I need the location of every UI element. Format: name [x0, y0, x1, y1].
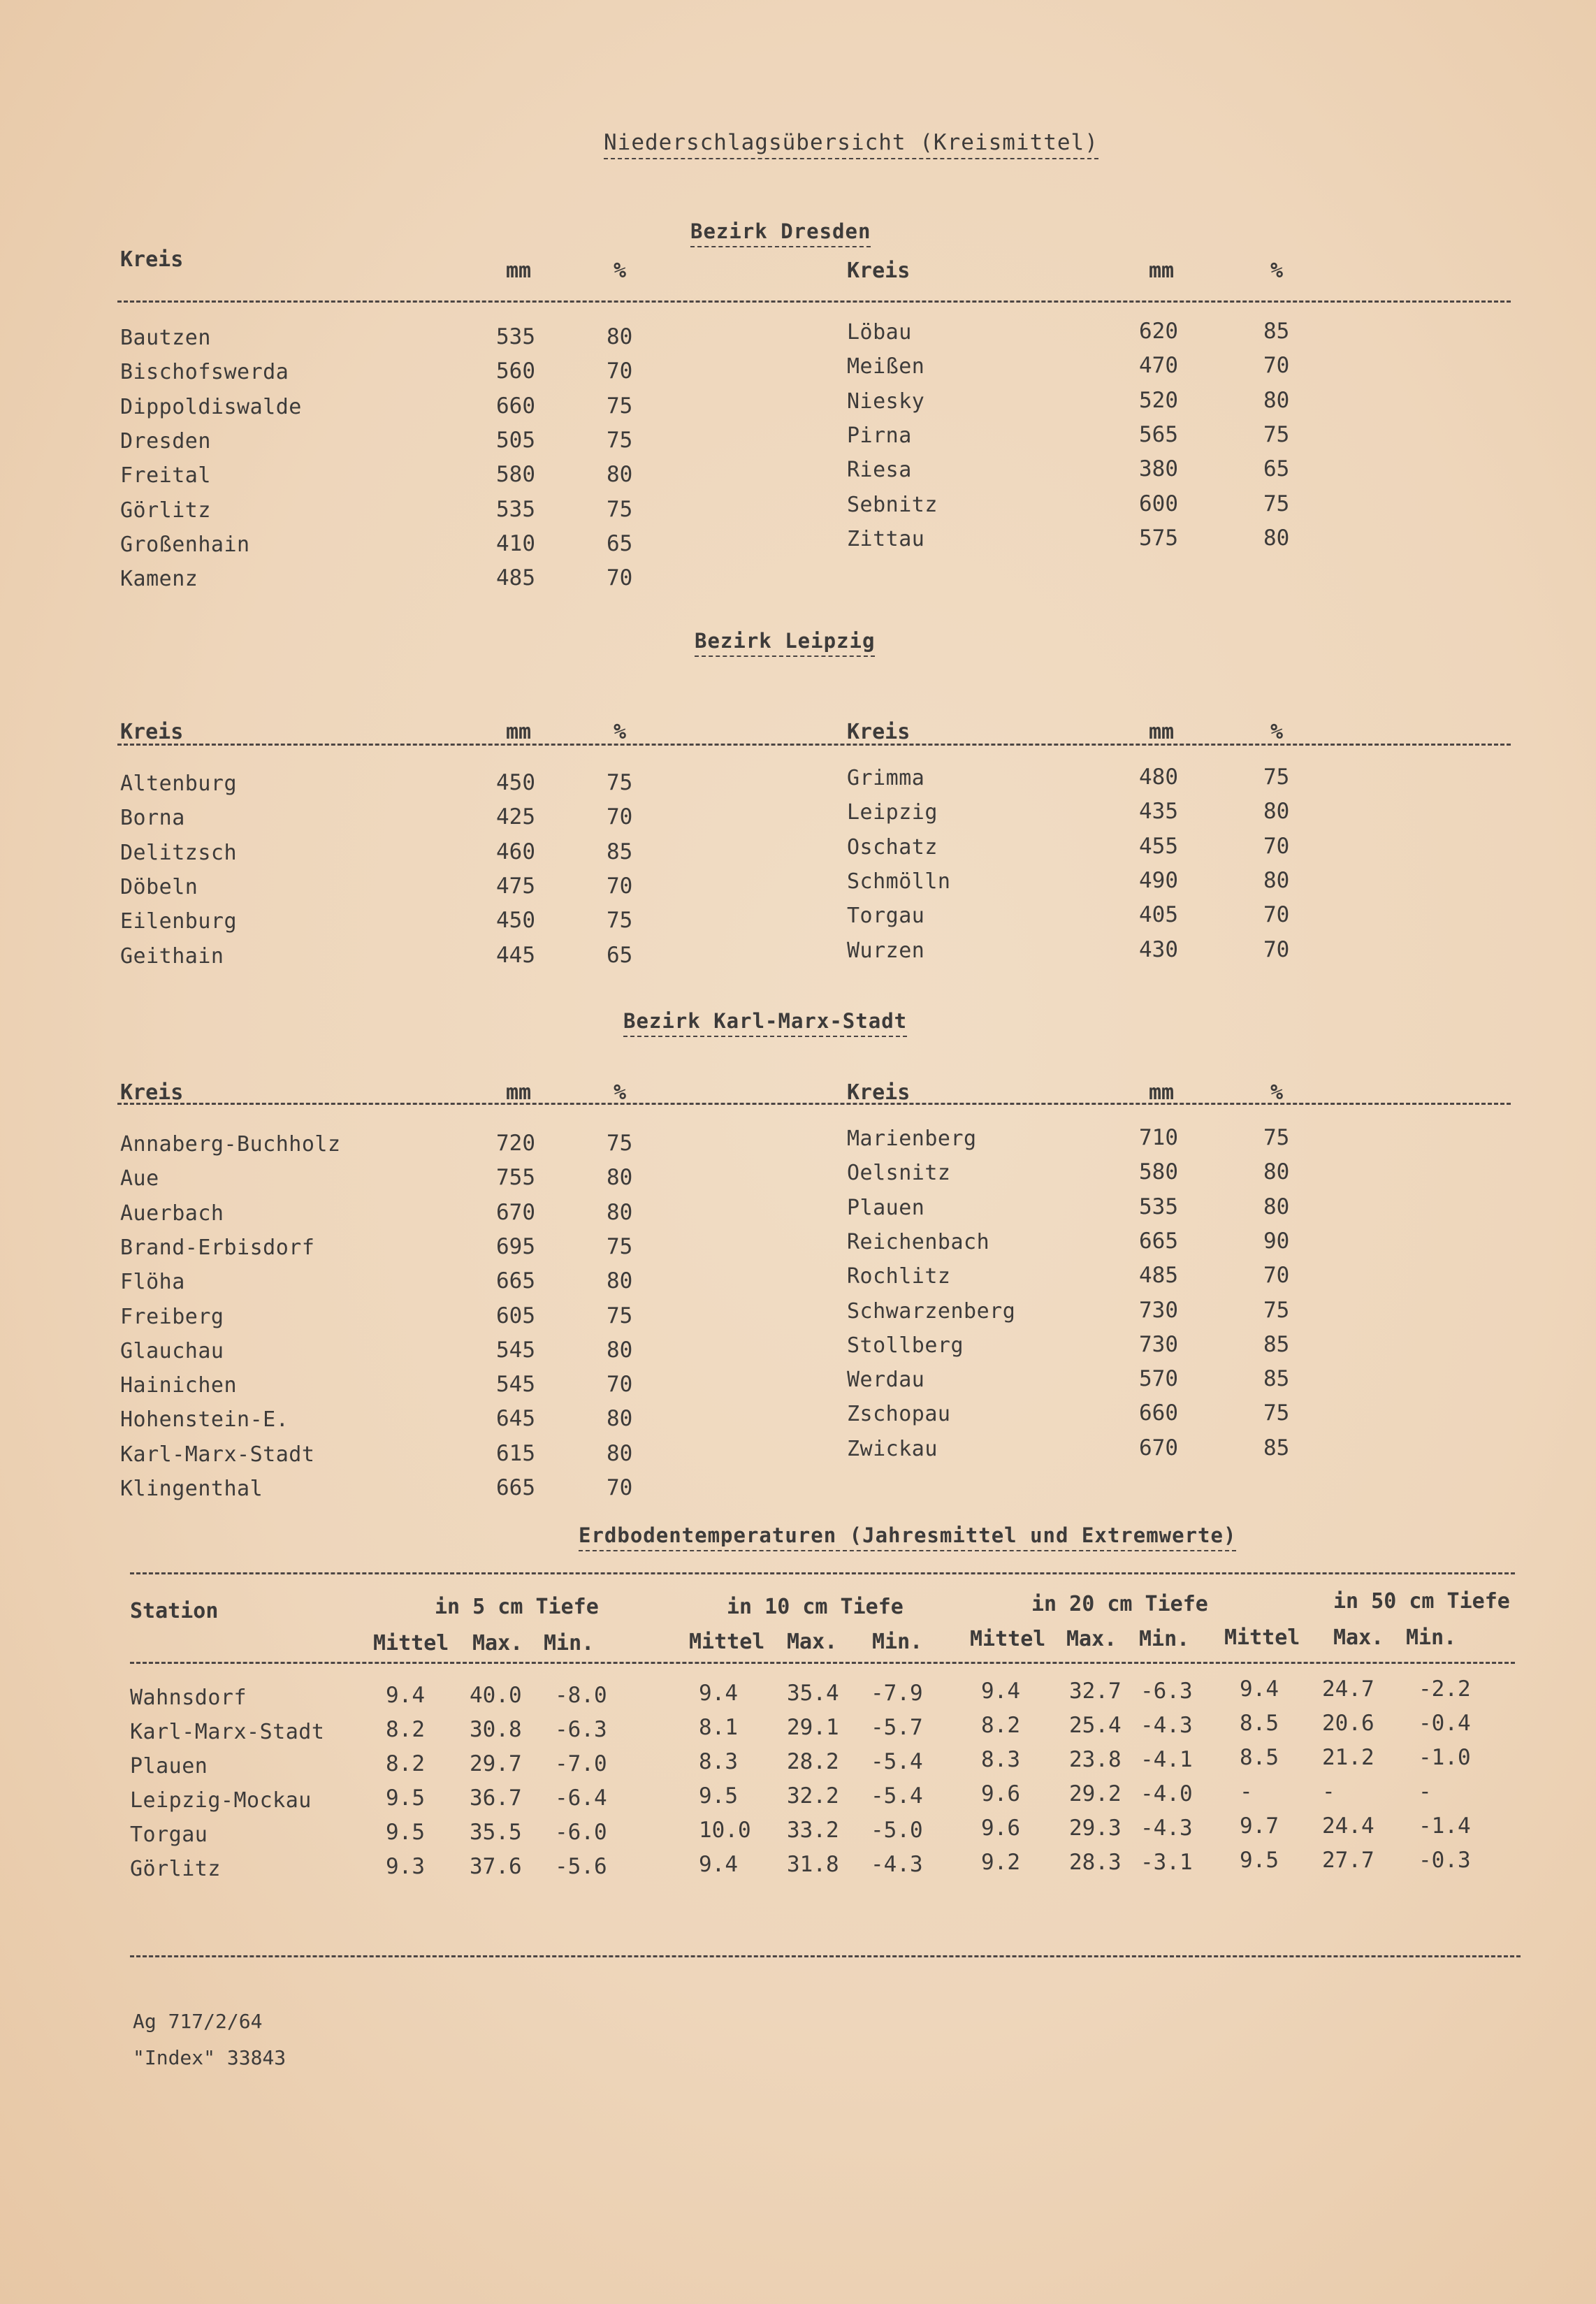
table-cell-mm: 435 [1139, 799, 1178, 825]
table-cell-percent: 70 [607, 873, 633, 899]
table-cell-kreis: Dippoldiswalde [120, 394, 302, 419]
table-cell-percent: 70 [1263, 1263, 1290, 1289]
temperature-value: -7.9 [871, 1681, 923, 1706]
table-cell-mm: 665 [496, 1475, 535, 1500]
temperature-value: 8.1 [699, 1715, 738, 1740]
temperature-value: 29.3 [1069, 1816, 1122, 1841]
table-cell-kreis: Döbeln [120, 874, 198, 899]
table-cell-kreis: Zwickau [847, 1436, 938, 1461]
table-cell-kreis: Rochlitz [847, 1264, 951, 1289]
divider [117, 300, 1511, 303]
table-cell-percent: 75 [607, 1233, 633, 1259]
soil-temperature-title: Erdbodentemperaturen (Jahresmittel und Extremwerte) [579, 1523, 1236, 1551]
section-title: Bezirk Dresden [690, 219, 871, 247]
temperature-value: - [1419, 1779, 1432, 1804]
table-cell-percent: 80 [607, 1440, 633, 1466]
table-cell-mm: 615 [496, 1440, 535, 1466]
column-header-percent: % [1270, 259, 1284, 283]
table-cell-kreis: Leipzig [847, 800, 938, 825]
temperature-value: 9.6 [981, 1781, 1020, 1806]
temperature-value: -0.4 [1419, 1711, 1471, 1736]
temperature-value: 33.2 [787, 1818, 839, 1843]
subheader: Max. [1333, 1625, 1384, 1650]
table-cell-percent: 70 [607, 1475, 633, 1500]
temperature-value: 8.3 [981, 1747, 1020, 1772]
table-cell-kreis: Marienberg [847, 1126, 977, 1151]
table-cell-percent: 75 [1263, 1400, 1290, 1426]
table-cell-percent: 80 [607, 462, 633, 488]
table-cell-percent: 80 [607, 324, 633, 349]
table-cell-mm: 720 [496, 1131, 535, 1156]
column-header-kreis: Kreis [847, 720, 911, 744]
temperature-value: 31.8 [787, 1852, 839, 1877]
table-cell-kreis: Geithain [120, 943, 224, 969]
table-cell-percent: 80 [1263, 799, 1290, 825]
temperature-value: -4.1 [1140, 1747, 1193, 1772]
subheader: Min. [1139, 1627, 1190, 1651]
table-cell-mm: 620 [1139, 319, 1178, 344]
column-header-kreis: Kreis [847, 1080, 911, 1105]
table-cell-percent: 75 [607, 393, 633, 419]
temperature-value: 35.4 [787, 1681, 839, 1706]
table-cell-percent: 70 [1263, 353, 1290, 379]
temperature-value: 9.2 [981, 1850, 1020, 1875]
temperature-value: -8.0 [555, 1683, 607, 1708]
table-cell-kreis: Annaberg-Buchholz [120, 1132, 341, 1157]
subheader: Mittel [970, 1627, 1046, 1651]
table-cell-mm: 730 [1139, 1331, 1178, 1357]
subheader: Mittel [689, 1630, 765, 1654]
temperature-value: 10.0 [699, 1818, 751, 1843]
table-cell-mm: 430 [1139, 936, 1178, 962]
temperature-value: 9.5 [699, 1783, 738, 1809]
table-cell-mm: 505 [496, 427, 535, 453]
temperature-value: 8.2 [386, 1717, 425, 1742]
table-cell-percent: 75 [607, 427, 633, 453]
table-cell-mm: 535 [496, 324, 535, 349]
table-cell-percent: 85 [1263, 1366, 1290, 1392]
temperature-value: 29.1 [787, 1715, 839, 1740]
table-cell-kreis: Reichenbach [847, 1229, 990, 1254]
table-cell-mm: 665 [1139, 1228, 1178, 1254]
table-cell-mm: 480 [1139, 765, 1178, 790]
table-cell-percent: 85 [1263, 1435, 1290, 1461]
table-cell-percent: 75 [1263, 765, 1290, 790]
temperature-value: -5.4 [871, 1749, 923, 1774]
table-cell-kreis: Schmölln [847, 869, 951, 894]
table-cell-percent: 80 [1263, 525, 1290, 551]
table-cell-kreis: Grimma [847, 766, 925, 790]
table-cell-mm: 485 [496, 565, 535, 591]
temperature-value: 24.7 [1322, 1676, 1374, 1702]
divider [130, 1955, 1521, 1957]
table-cell-kreis: Kamenz [120, 567, 198, 592]
table-cell-percent: 70 [1263, 936, 1290, 962]
temperature-value: 24.4 [1322, 1813, 1374, 1839]
temperature-value: -6.3 [555, 1717, 607, 1742]
temperature-value: -4.3 [1140, 1816, 1193, 1841]
temperature-value: 9.4 [1240, 1676, 1279, 1702]
temperature-value: 8.5 [1240, 1711, 1279, 1736]
table-cell-percent: 70 [607, 565, 633, 591]
table-cell-mm: 560 [496, 358, 535, 384]
table-cell-mm: 565 [1139, 421, 1178, 447]
temperature-value: 32.7 [1069, 1679, 1122, 1704]
table-cell-mm: 410 [496, 530, 535, 556]
table-cell-percent: 80 [607, 1165, 633, 1191]
temperature-value: 8.2 [386, 1751, 425, 1776]
table-cell-mm: 570 [1139, 1366, 1178, 1392]
table-cell-percent: 80 [607, 1199, 633, 1225]
table-cell-kreis: Görlitz [120, 498, 211, 523]
depth-header-5cm: in 5 cm Tiefe [435, 1595, 599, 1619]
table-cell-mm: 485 [1139, 1263, 1178, 1289]
table-cell-kreis: Dresden [120, 428, 211, 454]
table-cell-percent: 85 [607, 839, 633, 864]
table-cell-mm: 455 [1139, 833, 1178, 859]
table-cell-mm: 580 [496, 462, 535, 488]
table-cell-percent: 85 [1263, 1331, 1290, 1357]
table-cell-kreis: Sebnitz [847, 492, 938, 517]
footer-index: "Index" 33843 [133, 2046, 286, 2069]
table-cell-kreis: Riesa [847, 458, 912, 483]
temperature-value: 27.7 [1322, 1848, 1374, 1873]
temperature-value: 40.0 [470, 1683, 522, 1708]
table-cell-percent: 80 [1263, 1159, 1290, 1185]
table-cell-percent: 70 [607, 358, 633, 384]
table-cell-mm: 670 [496, 1199, 535, 1225]
table-cell-mm: 665 [496, 1268, 535, 1294]
table-cell-percent: 65 [607, 942, 633, 968]
temperature-value: 8.3 [699, 1749, 738, 1774]
table-cell-kreis: Plauen [847, 1195, 925, 1220]
section-title: Bezirk Leipzig [695, 629, 875, 657]
station-name: Torgau [130, 1823, 208, 1847]
subheader: Max. [1066, 1627, 1117, 1651]
temperature-value: -6.4 [555, 1785, 607, 1811]
temperature-value: 29.2 [1069, 1781, 1122, 1806]
table-cell-percent: 80 [1263, 867, 1290, 893]
table-cell-kreis: Altenburg [120, 771, 238, 796]
table-cell-mm: 600 [1139, 491, 1178, 516]
table-cell-kreis: Bischofswerda [120, 360, 289, 385]
table-cell-mm: 520 [1139, 387, 1178, 413]
station-name: Karl-Marx-Stadt [130, 1720, 325, 1744]
table-cell-mm: 575 [1139, 525, 1178, 551]
divider [130, 1662, 1515, 1664]
table-cell-mm: 535 [1139, 1194, 1178, 1219]
depth-header-50cm: in 50 cm Tiefe [1333, 1589, 1510, 1614]
table-cell-mm: 545 [496, 1337, 535, 1363]
temperature-value: -1.0 [1419, 1745, 1471, 1770]
column-header-kreis: Kreis [847, 259, 911, 283]
station-name: Plauen [130, 1754, 208, 1778]
temperature-value: -1.4 [1419, 1813, 1471, 1839]
temperature-value: -4.3 [871, 1852, 923, 1877]
subheader: Min. [1406, 1625, 1457, 1650]
column-header-percent: % [614, 259, 627, 283]
table-cell-percent: 70 [1263, 833, 1290, 859]
temperature-value: -0.3 [1419, 1848, 1471, 1873]
table-cell-percent: 75 [1263, 1125, 1290, 1150]
temperature-value: -4.0 [1140, 1781, 1193, 1806]
divider [117, 1103, 1511, 1105]
temperature-value: 9.3 [386, 1854, 425, 1879]
temperature-value: 9.6 [981, 1816, 1020, 1841]
subheader: Min. [872, 1630, 923, 1654]
temperature-value: -3.1 [1140, 1850, 1193, 1875]
table-cell-percent: 75 [1263, 421, 1290, 447]
table-cell-kreis: Hohenstein-E. [120, 1407, 289, 1433]
temperature-value: 9.7 [1240, 1813, 1279, 1839]
table-cell-mm: 660 [1139, 1400, 1178, 1426]
divider [130, 1572, 1515, 1574]
temperature-value: 29.7 [470, 1751, 522, 1776]
column-header-percent: % [614, 1080, 627, 1105]
temperature-value: -5.0 [871, 1818, 923, 1843]
column-header-kreis: Kreis [120, 247, 184, 272]
table-cell-mm: 425 [496, 804, 535, 830]
table-cell-kreis: Löbau [847, 320, 912, 345]
table-cell-kreis: Klingenthal [120, 1477, 263, 1501]
temperature-value: -6.3 [1140, 1679, 1193, 1704]
table-cell-kreis: Borna [120, 806, 185, 831]
table-cell-percent: 90 [1263, 1228, 1290, 1254]
column-header-mm: mm [506, 720, 532, 744]
table-cell-percent: 75 [607, 1131, 633, 1156]
table-cell-percent: 75 [607, 1303, 633, 1328]
table-cell-kreis: Bautzen [120, 326, 211, 350]
station-name: Görlitz [130, 1857, 221, 1881]
table-cell-kreis: Eilenburg [120, 909, 238, 934]
temperature-value: -4.3 [1140, 1713, 1193, 1738]
subheader: Mittel [373, 1631, 449, 1655]
section-title: Bezirk Karl-Marx-Stadt [623, 1009, 907, 1037]
column-header-percent: % [1270, 720, 1284, 744]
station-name: Wahnsdorf [130, 1686, 247, 1710]
column-header-mm: mm [506, 259, 532, 283]
table-cell-kreis: Glauchau [120, 1338, 224, 1363]
table-cell-kreis: Freital [120, 463, 211, 488]
table-cell-kreis: Hainichen [120, 1373, 238, 1398]
table-cell-percent: 75 [607, 908, 633, 934]
temperature-value: 32.2 [787, 1783, 839, 1809]
column-header-mm: mm [506, 1080, 532, 1105]
column-header-percent: % [1270, 1080, 1284, 1105]
station-name: Leipzig-Mockau [130, 1788, 312, 1813]
temperature-value: 20.6 [1322, 1711, 1374, 1736]
table-cell-percent: 85 [1263, 319, 1290, 344]
temperature-value: 9.5 [386, 1785, 425, 1811]
temperature-value: -6.0 [555, 1820, 607, 1845]
temperature-value: 8.2 [981, 1713, 1020, 1738]
table-cell-kreis: Meißen [847, 354, 925, 379]
table-cell-percent: 70 [607, 804, 633, 830]
table-cell-kreis: Freiberg [120, 1304, 224, 1329]
table-cell-kreis: Flöha [120, 1270, 185, 1295]
temperature-value: 9.4 [981, 1679, 1020, 1704]
temperature-value: -2.2 [1419, 1676, 1471, 1702]
table-cell-kreis: Werdau [847, 1368, 925, 1393]
table-cell-kreis: Karl-Marx-Stadt [120, 1442, 315, 1467]
table-cell-mm: 755 [496, 1165, 535, 1191]
table-cell-percent: 70 [1263, 902, 1290, 928]
temperature-value: 9.4 [699, 1852, 738, 1877]
table-cell-mm: 670 [1139, 1435, 1178, 1461]
table-cell-mm: 710 [1139, 1125, 1178, 1150]
table-cell-kreis: Großenhain [120, 532, 250, 557]
table-cell-kreis: Pirna [847, 423, 912, 448]
table-cell-percent: 75 [1263, 1297, 1290, 1323]
table-cell-mm: 730 [1139, 1297, 1178, 1323]
table-cell-kreis: Auerbach [120, 1201, 224, 1226]
temperature-value: -5.7 [871, 1715, 923, 1740]
temperature-value: 23.8 [1069, 1747, 1122, 1772]
depth-header-10cm: in 10 cm Tiefe [727, 1595, 904, 1619]
column-header-kreis: Kreis [120, 1080, 184, 1105]
table-cell-mm: 660 [496, 393, 535, 419]
table-cell-percent: 65 [1263, 456, 1290, 482]
temperature-value: 9.4 [386, 1683, 425, 1708]
table-cell-kreis: Schwarzenberg [847, 1298, 1016, 1324]
temperature-value: 9.4 [699, 1681, 738, 1706]
table-cell-mm: 545 [496, 1372, 535, 1398]
table-cell-kreis: Torgau [847, 904, 925, 929]
temperature-value: 21.2 [1322, 1745, 1374, 1770]
table-cell-percent: 65 [607, 530, 633, 556]
column-header-mm: mm [1149, 259, 1175, 283]
depth-header-20cm: in 20 cm Tiefe [1031, 1592, 1208, 1616]
table-cell-percent: 80 [607, 1337, 633, 1363]
table-cell-percent: 80 [607, 1268, 633, 1294]
table-cell-percent: 75 [1263, 491, 1290, 516]
table-cell-mm: 450 [496, 770, 535, 795]
table-cell-kreis: Wurzen [847, 938, 925, 963]
table-cell-kreis: Zschopau [847, 1402, 951, 1427]
temperature-value: - [1322, 1779, 1335, 1804]
table-cell-kreis: Stollberg [847, 1333, 964, 1358]
temperature-value: 28.2 [787, 1749, 839, 1774]
table-cell-percent: 75 [607, 770, 633, 795]
table-cell-mm: 475 [496, 873, 535, 899]
table-cell-kreis: Aue [120, 1166, 159, 1191]
table-cell-mm: 605 [496, 1303, 535, 1328]
temperature-value: -7.0 [555, 1751, 607, 1776]
temperature-value: 25.4 [1069, 1713, 1122, 1738]
table-cell-mm: 535 [496, 496, 535, 522]
page-title: Niederschlagsübersicht (Kreismittel) [604, 130, 1098, 159]
temperature-value: 37.6 [470, 1854, 522, 1879]
table-cell-percent: 80 [1263, 387, 1290, 413]
table-cell-mm: 470 [1139, 353, 1178, 379]
temperature-value: - [1240, 1779, 1253, 1804]
temperature-value: 36.7 [470, 1785, 522, 1811]
table-cell-percent: 80 [1263, 1194, 1290, 1219]
temperature-value: -5.4 [871, 1783, 923, 1809]
table-cell-mm: 695 [496, 1233, 535, 1259]
table-cell-mm: 490 [1139, 867, 1178, 893]
temperature-value: -5.6 [555, 1854, 607, 1879]
table-cell-percent: 70 [607, 1372, 633, 1398]
temperature-value: 30.8 [470, 1717, 522, 1742]
column-header-kreis: Kreis [120, 720, 184, 744]
table-cell-percent: 75 [607, 496, 633, 522]
table-cell-percent: 80 [607, 1406, 633, 1432]
station-header: Station [130, 1599, 219, 1623]
subheader: Mittel [1224, 1625, 1300, 1650]
table-cell-mm: 645 [496, 1406, 535, 1432]
column-header-mm: mm [1149, 720, 1175, 744]
column-header-percent: % [614, 720, 627, 744]
subheader: Max. [472, 1631, 523, 1655]
table-cell-kreis: Brand-Erbisdorf [120, 1235, 315, 1260]
table-cell-mm: 580 [1139, 1159, 1178, 1185]
table-cell-mm: 380 [1139, 456, 1178, 482]
temperature-value: 9.5 [1240, 1848, 1279, 1873]
subheader: Max. [787, 1630, 838, 1654]
divider [117, 744, 1511, 746]
table-cell-kreis: Zittau [847, 526, 925, 551]
table-cell-mm: 405 [1139, 902, 1178, 928]
temperature-value: 8.5 [1240, 1745, 1279, 1770]
table-cell-kreis: Oschatz [847, 834, 938, 860]
table-cell-mm: 445 [496, 942, 535, 968]
subheader: Min. [544, 1631, 595, 1655]
temperature-value: 9.5 [386, 1820, 425, 1845]
table-cell-kreis: Niesky [847, 389, 925, 414]
temperature-value: 28.3 [1069, 1850, 1122, 1875]
table-cell-mm: 450 [496, 908, 535, 934]
footer-reference: Ag 717/2/64 [133, 2010, 263, 2033]
column-header-mm: mm [1149, 1080, 1175, 1105]
table-cell-kreis: Oelsnitz [847, 1161, 951, 1186]
table-cell-mm: 460 [496, 839, 535, 864]
table-cell-kreis: Delitzsch [120, 840, 238, 865]
temperature-value: 35.5 [470, 1820, 522, 1845]
